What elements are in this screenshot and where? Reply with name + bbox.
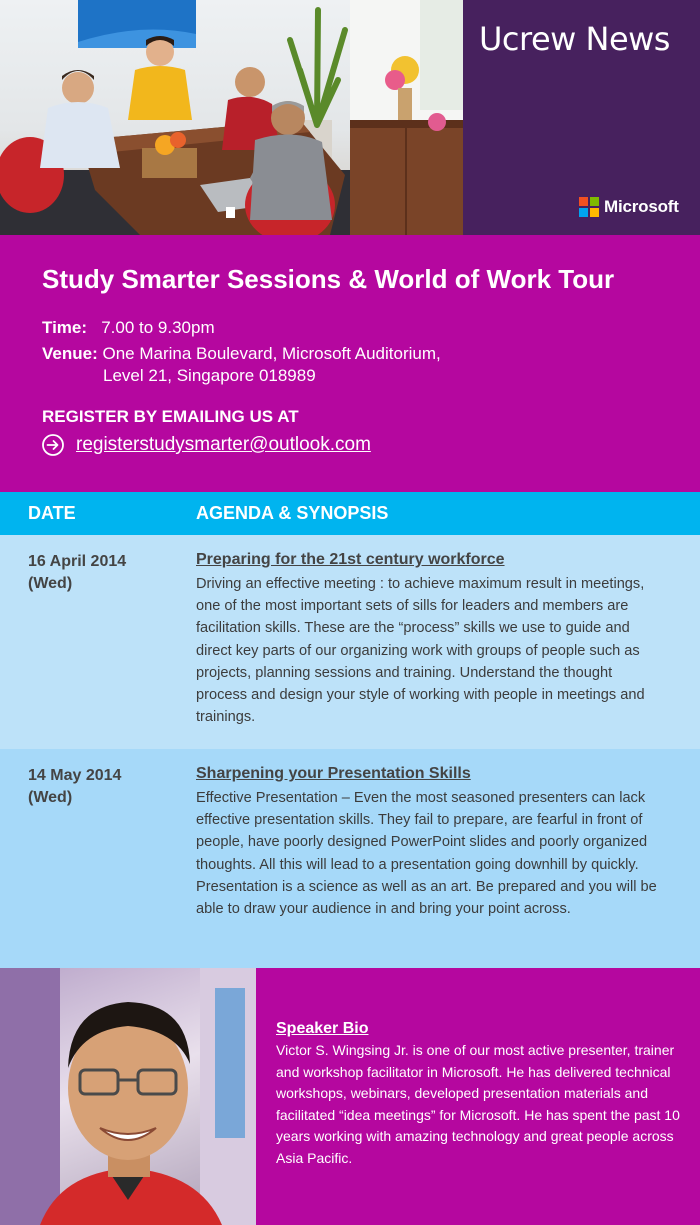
register-email-link[interactable]: registerstudysmarter@outlook.com: [76, 434, 371, 455]
register-email-row[interactable]: [42, 434, 371, 456]
newsletter-title: Ucrew News: [479, 20, 670, 58]
brand-name: Microsoft: [604, 197, 679, 216]
meeting-illustration: [0, 0, 463, 235]
speaker-bio: [276, 1020, 686, 1170]
arrow-right-circle-icon: [42, 434, 64, 456]
event-title: Study Smarter Sessions & World of Work Tour: [42, 264, 615, 294]
agenda-header: [0, 492, 700, 535]
time-value: 7.00 to 9.30pm: [101, 318, 215, 337]
agenda-column-header: AGENDA & SYNOPSIS: [196, 503, 389, 523]
session-title: Preparing for the 21st century workforce: [196, 551, 505, 568]
event-venue: [42, 344, 441, 364]
windows-logo-icon: [579, 197, 599, 217]
session-date-text: 16 April 2014: [28, 553, 127, 570]
speaker-portrait: [0, 968, 256, 1225]
session-day-text: (Wed): [28, 575, 73, 592]
date-column-header: DATE: [28, 503, 76, 523]
time-label: Time:: [42, 318, 88, 337]
session-description: Effective Presentation – Even the most seasoned presenters can lack effective presentation skills. They fail to prepare, are fearful in front of people, have poorly designed PowerPoint slides and poorly organized thoughts. All this will lead to a presentation going downhill by quickly. Presentation is a science as well as an art. Be prepared and you will be able to draw your audience in and bring your point across.: [196, 790, 657, 918]
register-heading: REGISTER BY EMAILING US AT: [42, 407, 299, 426]
session-date-text: 14 May 2014: [28, 767, 122, 784]
session-date: [28, 765, 178, 809]
session-date: [28, 551, 178, 595]
venue-label: Venue:: [42, 344, 98, 363]
speaker-photo: [0, 968, 256, 1225]
session-day-text: (Wed): [28, 789, 73, 806]
event-time: [42, 318, 215, 338]
agenda-session: [0, 749, 700, 968]
event-details: [0, 235, 700, 492]
header: [0, 0, 700, 235]
speaker-section: [0, 968, 700, 1225]
agenda-session: [0, 535, 700, 749]
microsoft-logo: [579, 197, 679, 217]
speaker-bio-text: Victor S. Wingsing Jr. is one of our most active presenter, trainer and workshop facilitator in Microsoft. He has delivered technical workshops, webinars, developed presentation materials and facilitated “idea meetings” for Microsoft. He has spent the past 10 years working with amazing technology and great people across Asia Pacific.: [276, 1042, 680, 1166]
venue-line-1: One Marina Boulevard, Microsoft Auditorium,: [102, 344, 441, 363]
speaker-bio-title: Speaker Bio: [276, 1020, 369, 1037]
header-team-photo: [0, 0, 463, 235]
session-title: Sharpening your Presentation Skills: [196, 765, 471, 782]
session-description: Driving an effective meeting : to achieve maximum result in meetings, one of the most important sets of sills for leaders and members are facilitation skills. These are the “process” skills we use to guide and direct key parts of our organizing work with groups of people such as projects, planning sessions and training. Understand the thought process and design your style of working with people in meetings and trainings.: [196, 576, 645, 726]
venue-line-2: Level 21, Singapore 018989: [103, 366, 316, 385]
newsletter-panel: [463, 0, 700, 235]
